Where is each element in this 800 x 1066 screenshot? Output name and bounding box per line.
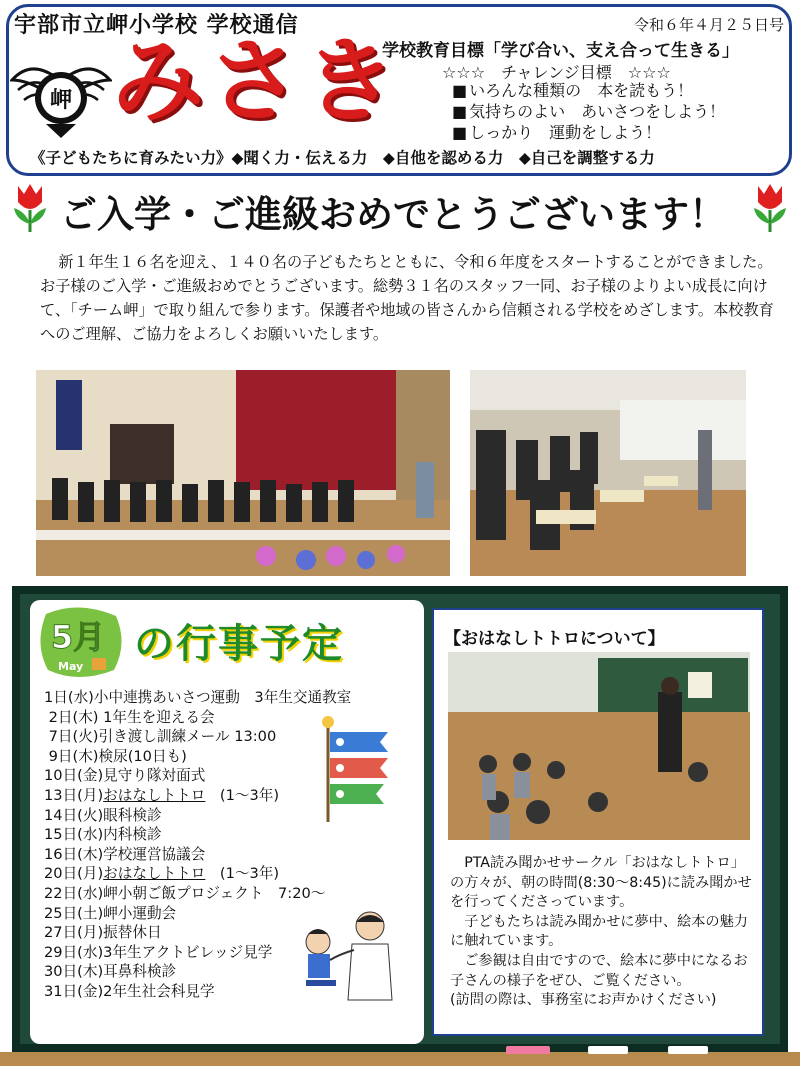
challenge-item: ■ 気持ちのよい あいさつをしよう！ — [452, 101, 725, 122]
totoro-title: 【おはなしトトロについて】 — [444, 629, 665, 649]
event-item: 29日(水)3年生アクトビレッジ見学 — [44, 943, 273, 961]
event-item: 10日(金)見守り隊対面式 — [44, 767, 206, 785]
challenge-item: ■ いろんな種類の 本を読もう！ — [452, 80, 725, 101]
tulip-icon — [748, 180, 792, 232]
event-item: 15日(水)内科検診 — [44, 826, 162, 844]
events-title: の行事予定 — [134, 621, 344, 667]
totoro-paragraph: ご参観は自由ですので、絵本に夢中になるお子さんの様子をぜひ、ご覧ください。 — [450, 952, 748, 989]
totoro-paragraph: PTA読み聞かせサークル「おはなしトトロ」の方々が、朝の時間(8:30～8:45)に読み聞かせを行ってくださっています。 — [450, 855, 752, 911]
intro-paragraph: 新１年生１６名を迎え、１４０名の子どもたちとともに、令和６年度をスタートすることができました。お子様のご入学・ご進級おめでとうございます。総勢３１名のスタッフ一同、お子様のよりよい成長に向けて、「チーム岬」で取り組んで参ります。保護者や地域の皆さんから信頼される学校をめざします。本校教育へのご理解、ご協力をよろしくお願いいたします。 — [40, 253, 774, 343]
event-suffix: (1～3年) — [205, 865, 280, 883]
newsletter-title: みさき — [112, 28, 401, 135]
event-item: 31日(金)2年生社会科見学 — [44, 982, 215, 1000]
challenge-list — [452, 80, 725, 143]
koinobori-icon — [318, 714, 394, 824]
totoro-paragraph: 子どもたちは読み聞かせに夢中、絵本の魅力に触れています。 — [450, 913, 748, 950]
chalk-piece — [668, 1046, 708, 1054]
chalk-piece — [506, 1046, 550, 1054]
totoro-description — [450, 854, 758, 1011]
event-item: 14日(火)眼科検診 — [44, 806, 162, 824]
event-item: 25日(土)岬小運動会 — [44, 904, 177, 922]
school-name: 宇部市立岬小学校 学校通信 — [14, 13, 299, 38]
emblem-character: 岬 — [49, 88, 73, 113]
may-badge-number: 5月 — [50, 618, 106, 656]
doctor-checkup-illustration — [296, 904, 404, 1004]
classroom-parents-photo — [470, 370, 746, 576]
event-item: 2日(木) 1年生を迎える会 — [44, 708, 215, 726]
event-suffix: (1～3年) — [205, 786, 280, 804]
event-item: 9日(木)検尿(10日も) — [44, 747, 187, 765]
school-goal: 学校教育目標「学び合い、支え合って生きる」 — [382, 41, 739, 61]
challenge-item: ■ しっかり 運動をしよう！ — [452, 122, 725, 143]
challenge-heading: ☆☆☆ チャレンジ目標 ☆☆☆ — [442, 63, 671, 82]
chalk-piece — [588, 1046, 628, 1054]
event-item: 7日(火)引き渡し訓練メール 13:00 — [44, 728, 277, 746]
event-item: 27日(月)振替休日 — [44, 924, 162, 942]
storytelling-photo — [448, 652, 750, 840]
abilities-line: 《子どもたちに育みたい力》◆聞く力・伝える力 ◆自他を認める力 ◆自己を調整する力 — [30, 149, 655, 167]
event-item: 22日(水)岬小朝ご飯プロジェクト 7:20～ — [44, 884, 326, 902]
may-badge-english: May — [58, 660, 84, 673]
event-item: 30日(木)耳鼻科検診 — [44, 963, 177, 981]
school-emblem-icon — [10, 50, 112, 142]
may-badge — [38, 604, 124, 680]
tulip-icon — [8, 180, 52, 232]
event-item: 1日(水)小中連携あいさつ運動 3年生交通教室 — [44, 689, 352, 706]
event-item: 20日(月)おはなしトトロ (1～3年) — [44, 865, 280, 883]
issue-date: 令和６年４月２５日号 — [633, 16, 784, 34]
event-item: 16日(木)学校運営協議会 — [44, 845, 206, 863]
event-item: 13日(月)おはなしトトロ (1～3年) — [44, 786, 280, 804]
chalk-tray — [0, 1052, 800, 1066]
totoro-paragraph: (訪問の際は、事務室にお声かけください) — [450, 992, 717, 1009]
congrats-title: ご入学・ご進級おめでとうございます！ — [60, 193, 726, 236]
entrance-ceremony-photo — [36, 370, 450, 576]
